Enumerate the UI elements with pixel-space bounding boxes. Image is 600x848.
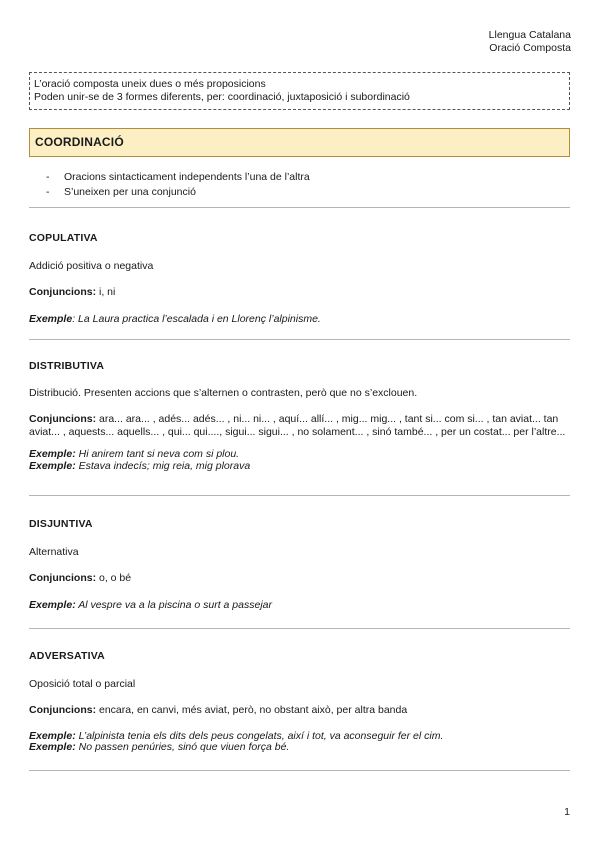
section-description: Distribució. Presenten accions que s’alternen o contrasten, però que no s’exclouen. bbox=[29, 386, 418, 399]
example-line bbox=[29, 314, 570, 326]
example-label: Exemple bbox=[29, 312, 73, 325]
intro-box bbox=[29, 72, 570, 110]
conjuncions-label: Conjuncions: bbox=[29, 704, 97, 716]
section-description: Addició positiva o negativa bbox=[29, 259, 154, 272]
section-title: ADVERSATIVA bbox=[29, 650, 105, 662]
section-title: DISJUNTIVA bbox=[29, 518, 93, 530]
section-title: COPULATIVA bbox=[29, 232, 98, 244]
section-divider bbox=[29, 628, 570, 629]
conjuncions-label: Conjuncions: bbox=[29, 413, 97, 425]
conjuncions-label: Conjuncions: bbox=[29, 572, 97, 584]
example-label: Exemple: bbox=[29, 459, 76, 472]
section-disjuntiva bbox=[29, 518, 570, 611]
coordinacio-heading: COORDINACIÓ bbox=[29, 128, 570, 157]
example-text: Estava indecís; mig reia, mig plorava bbox=[78, 459, 251, 472]
example-text: No passen penúries, sinó que viuen força bé. bbox=[78, 741, 290, 753]
example-line bbox=[29, 742, 570, 754]
section-divider bbox=[29, 770, 570, 771]
example-text: : La Laura practica l’escalada i en Llorenç l’alpinisme. bbox=[72, 312, 321, 325]
example-text: L’alpinista tenia els dits dels peus congelats, així i tot, va aconseguir fer el cim. bbox=[78, 729, 444, 742]
section-title: DISTRIBUTIVA bbox=[29, 360, 105, 372]
section-description: Oposició total o parcial bbox=[29, 677, 136, 690]
conjuncions-text: encara, en canvi, més aviat, però, no obstant això, per altra banda bbox=[99, 704, 408, 716]
bullet-marker: - bbox=[46, 186, 50, 198]
example-label: Exemple: bbox=[29, 729, 76, 742]
section-adversativa bbox=[29, 650, 570, 754]
header-topic: Oració Composta bbox=[489, 42, 571, 54]
bullet-text: S’uneixen per una conjunció bbox=[64, 186, 196, 198]
example-line bbox=[29, 600, 570, 612]
section-divider bbox=[29, 207, 570, 208]
section-description: Alternativa bbox=[29, 545, 79, 558]
conjuncions-text: ara... ara... , adés... adés... , ni... ni... , aquí... allí... , mig... mig... , tant si... com si... , tan aviat... tan aviat... , aquests... aquells... , qui... qui...., sigui... sigui... , no solament... , sinó també... , per un costat... per l’altre... bbox=[29, 413, 566, 438]
conjuncions-line bbox=[29, 572, 570, 585]
intro-line-2: Poden unir-se de 3 formes diferents, per: coordinació, juxtaposició i subordinació bbox=[34, 91, 410, 103]
bullet-text: Oracions sintacticament independents l’una de l’altra bbox=[64, 171, 310, 183]
conjuncions-line bbox=[29, 286, 570, 299]
section-divider bbox=[29, 339, 570, 340]
conjuncions-line bbox=[29, 704, 570, 717]
list-item bbox=[46, 185, 310, 200]
list-item bbox=[46, 170, 310, 185]
conjuncions-text: i, ni bbox=[99, 286, 116, 298]
document-header bbox=[489, 29, 571, 55]
conjuncions-line bbox=[29, 413, 570, 438]
example-label: Exemple: bbox=[29, 598, 76, 611]
page-number: 1 bbox=[564, 806, 570, 818]
header-subject: Llengua Catalana bbox=[488, 29, 571, 41]
coordinacio-bullet-list bbox=[46, 170, 310, 200]
example-line bbox=[29, 461, 570, 473]
example-text: Hi anirem tant si neva com si plou. bbox=[78, 448, 240, 460]
section-distributiva bbox=[29, 360, 570, 472]
section-divider bbox=[29, 495, 570, 496]
section-copulativa bbox=[29, 232, 570, 325]
intro-line-1: L’oració composta uneix dues o més proposicions bbox=[34, 78, 266, 90]
conjuncions-text: o, o bé bbox=[99, 572, 132, 584]
conjuncions-label: Conjuncions: bbox=[29, 286, 97, 298]
example-label: Exemple: bbox=[29, 741, 76, 753]
bullet-marker: - bbox=[46, 171, 50, 183]
example-label: Exemple: bbox=[29, 448, 76, 460]
example-text: Al vespre va a la piscina o surt a passejar bbox=[78, 598, 272, 611]
